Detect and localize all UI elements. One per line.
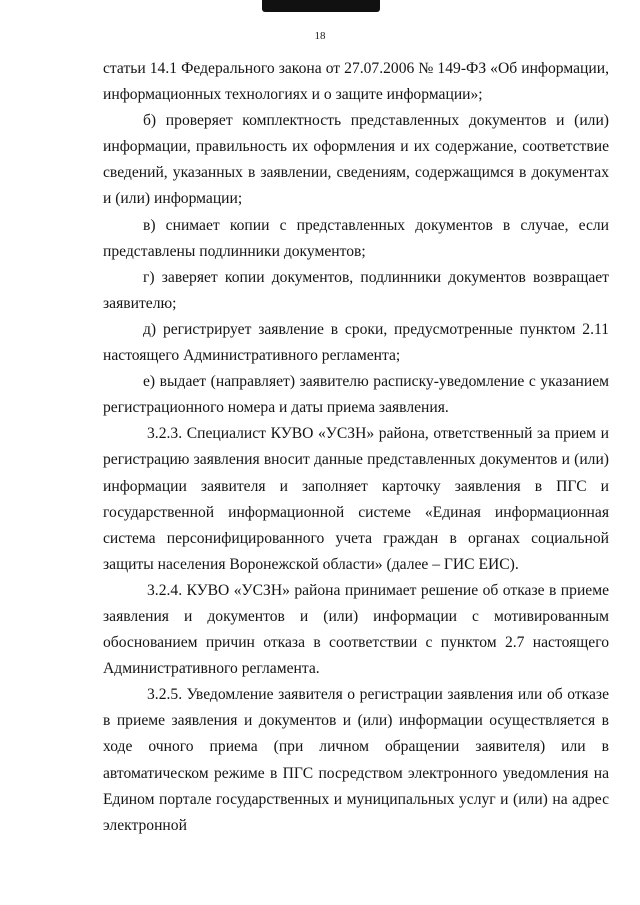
paragraph-article-reference: статьи 14.1 Федерального закона от 27.07.2006 № 149-ФЗ «Об информации, информационных технологиях и о защите информации»; bbox=[103, 60, 609, 104]
paragraph-3-2-4: 3.2.4. КУВО «УСЗН» района принимает решение об отказе в приеме заявления и документов и (или) информации с мотивированным обоснованием причин отказа в соответствии с пунктом 2.7 настоящего Административного регламента. bbox=[103, 581, 609, 678]
paragraph-3-2-5: 3.2.5. Уведомление заявителя о регистрации заявления или об отказе в приеме заявления и документов и (или) информации осуществляется в ходе очного приема (при личном обращении заявителя) или в автоматическом режиме в ПГС посредством электронного уведомления на Едином портале государственных и муниципальных услуг и (или) на адрес электронной bbox=[103, 686, 609, 834]
paragraph-item-b: б) проверяет комплектность представленных документов и (или) информации, правильность их оформления и их содержание, соответствие сведений, указанных в заявлении, сведениям, содержащимся в документах и (или) информации; bbox=[103, 112, 609, 208]
page-number: 18 bbox=[314, 30, 326, 42]
paragraph-item-e: е) выдает (направляет) заявителю расписку-уведомление с указанием регистрационного номера и даты приема заявления. bbox=[103, 373, 609, 417]
paragraph-item-v: в) снимает копии с представленных документов в случае, если представлены подлинники документов; bbox=[103, 216, 609, 260]
paragraph-item-g: г) заверяет копии документов, подлинники документов возвращает заявителю; bbox=[103, 268, 609, 312]
paragraph-3-2-3: 3.2.3. Специалист КУВО «УСЗН» района, ответственный за прием и регистрацию заявления вносит данные представленных документов и (или) информации заявителя и заполняет карточку заявления в ПГС и государственной информационной системе «Единая информационная система персонифицированного учета граждан в органах социальной защиты населения Воронежской области» (далее – ГИС ЕИС). bbox=[103, 425, 609, 573]
paragraph-item-d: д) регистрирует заявление в сроки, предусмотренные пунктом 2.11 настоящего Административного регламента; bbox=[103, 320, 609, 365]
scan-binding-mark bbox=[262, 0, 380, 12]
document-body bbox=[103, 56, 609, 839]
